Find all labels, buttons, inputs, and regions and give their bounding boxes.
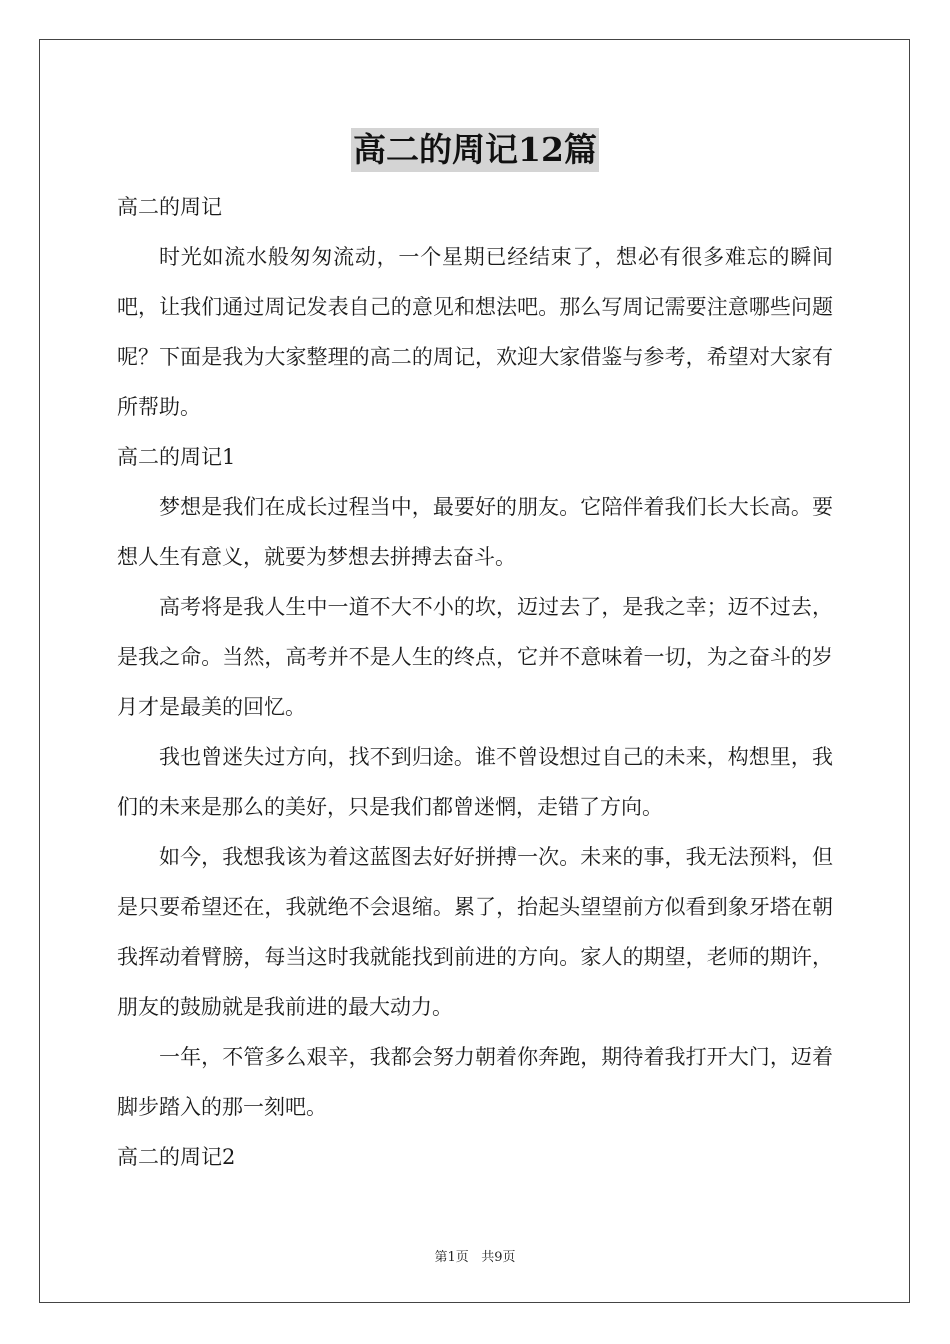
- paragraph: 时光如流水般匆匆流动，一个星期已经结束了，想必有很多难忘的瞬间吧，让我们通过周记发表自己的意见和想法吧。那么写周记需要注意哪些问题呢？下面是我为大家整理的高二的周记，欢迎大家借鉴与参考，希望对大家有所帮助。: [117, 245, 833, 419]
- page-number: 第1页: [434, 1250, 469, 1265]
- section-heading-1: 高二的周记1: [117, 445, 236, 469]
- section-heading-2: 高二的周记2: [117, 1145, 236, 1169]
- paragraph: 梦想是我们在成长过程当中，最要好的朋友。它陪伴着我们长大长高。要想人生有意义，就要为梦想去拼搏去奋斗。: [117, 495, 833, 569]
- section-heading-intro: 高二的周记: [117, 195, 222, 219]
- page-footer: [0, 1246, 950, 1265]
- paragraph: 如今，我想我该为着这蓝图去好好拼搏一次。未来的事，我无法预料，但是只要希望还在，我就绝不会退缩。累了，抬起头望望前方似看到象牙塔在朝我挥动着臂膀，每当这时我就能找到前进的方向。家人的期望，老师的期许，朋友的鼓励就是我前进的最大动力。: [117, 845, 833, 1019]
- page-total: 共9页: [481, 1250, 516, 1265]
- paragraph: 一年，不管多么艰辛，我都会努力朝着你奔跑，期待着我打开大门，迈着脚步踏入的那一刻吧。: [117, 1045, 833, 1119]
- paragraph: 高考将是我人生中一道不大不小的坎，迈过去了，是我之幸；迈不过去，是我之命。当然，高考并不是人生的终点，它并不意味着一切，为之奋斗的岁月才是最美的回忆。: [117, 595, 833, 719]
- paragraph: 我也曾迷失过方向，找不到归途。谁不曾设想过自己的未来，构想里，我们的未来是那么的美好，只是我们都曾迷惘，走错了方向。: [117, 745, 833, 819]
- title-container: [117, 124, 833, 174]
- document-title: 高二的周记12篇: [351, 128, 599, 172]
- document-body: [117, 124, 833, 1182]
- footer-spacer: [469, 1250, 481, 1265]
